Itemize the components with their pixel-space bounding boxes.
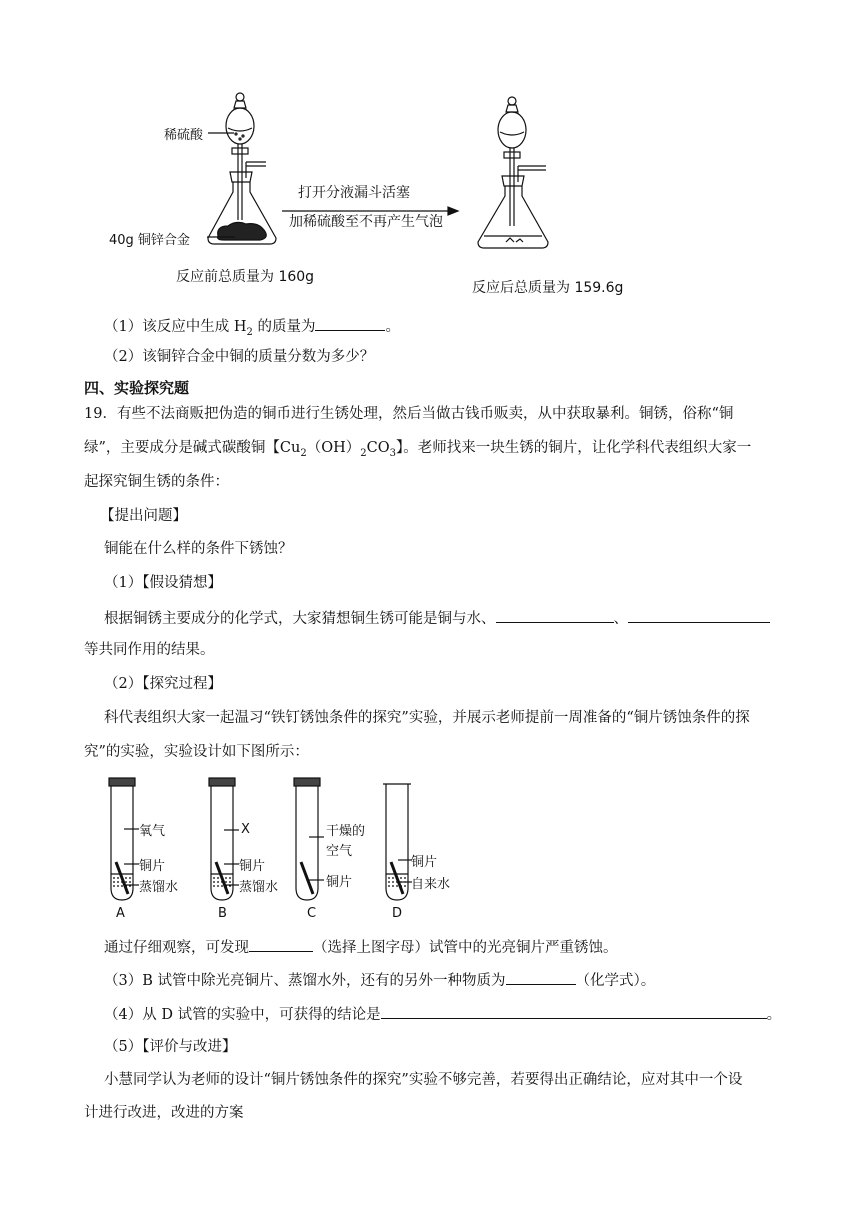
eval-title: （5）【评价与改进】 xyxy=(104,1039,237,1055)
answer-blank-observe[interactable] xyxy=(249,936,313,952)
q18-sub1 xyxy=(104,315,400,343)
proc-line2: 究”的实验，实验设计如下图所示： xyxy=(84,744,309,760)
observe-pre: 通过仔细观察，可发现 xyxy=(104,940,249,956)
tube-c-leader-1 xyxy=(309,836,329,840)
q19-line1: 19．有些不法商贩把伪造的铜币进行生锈处理，然后当做古钱币贩卖，从中获取暴利。铜锈，俗称“铜 xyxy=(84,406,734,422)
answer-blank-h2-mass[interactable] xyxy=(315,315,385,331)
flask-after-icon xyxy=(468,92,568,252)
tube-d-leader-1 xyxy=(398,859,418,863)
tube-a-leader-3 xyxy=(124,884,144,888)
q18-sub2: （2）该铜锌合金中铜的质量分数为多少？ xyxy=(104,349,375,365)
arrow-text-bottom: 加稀硫酸至不再产生气泡 xyxy=(289,214,443,230)
hyp-line2: 等共同作用的结果。 xyxy=(84,642,215,658)
tube-b-label-1: X xyxy=(241,822,250,837)
tube-a-label-2: 铜片 xyxy=(139,859,166,874)
tube-a-label-3: 蒸馏水 xyxy=(139,880,179,895)
caption-after: 反应后总质量为 159.6g xyxy=(472,280,624,296)
q18-sub1-subscript: 2 xyxy=(246,326,253,338)
tube-d-label-1: 铜片 xyxy=(411,855,438,870)
tube-b-label-2: 铜片 xyxy=(239,859,266,874)
tube-d-letter: D xyxy=(392,906,403,921)
observe-line xyxy=(104,936,618,958)
test-tube-d-icon xyxy=(383,778,413,904)
tube-d-label-2: 自来水 xyxy=(411,877,451,892)
tube-c-label-2: 铜片 xyxy=(326,875,353,890)
tube-b-leader-3 xyxy=(224,884,244,888)
q19-line2-s3: 3 xyxy=(389,447,397,459)
answer-blank-hyp-1[interactable] xyxy=(496,607,614,623)
proc-title: （2）【探究过程】 xyxy=(104,676,222,692)
q3-line xyxy=(104,969,655,991)
flask-before-icon xyxy=(200,88,300,248)
answer-blank-q4[interactable] xyxy=(381,1003,767,1019)
tube-b-letter: B xyxy=(218,906,227,921)
tube-b-leader-1 xyxy=(224,829,244,833)
q18-sub1-pre: （1）该反应中生成 H xyxy=(104,319,247,335)
hyp-sep: 、 xyxy=(613,611,628,627)
hyp-pre: 根据铜锈主要成分的化学式，大家猜想铜生锈可能是铜与水、 xyxy=(104,611,496,627)
proc-line1: 科代表组织大家一起温习“铁钉锈蚀条件的探究”实验，并展示老师提前一周准备的“铜片锈蚀条件的探 xyxy=(104,710,750,726)
tube-b-leader-2 xyxy=(224,863,244,867)
q3-post: （化学式）。 xyxy=(575,973,656,989)
q4-end: 。 xyxy=(766,1007,782,1023)
q3-pre: （3）B 试管中除光亮铜片、蒸馏水外，还有的另外一种物质为 xyxy=(104,973,506,989)
tube-c-label-1b: 空气 xyxy=(326,844,353,859)
q19-line2 xyxy=(84,438,751,464)
ask-title: 【提出问题】 xyxy=(100,508,187,524)
q19-line2-s1: 2 xyxy=(300,447,307,459)
q19-line2-pre: 绿”，主要成分是碱式碳酸铜【Cu xyxy=(84,440,301,456)
tube-a-leader-1 xyxy=(124,828,144,832)
section-title: 四、实验探究题 xyxy=(84,379,190,397)
hyp-title: （1）【假设猜想】 xyxy=(104,575,222,591)
tube-d-leader-2 xyxy=(398,881,418,885)
tube-c-leader-2 xyxy=(309,879,329,883)
hyp-line1 xyxy=(104,607,770,629)
observe-post: （选择上图字母）试管中的光亮铜片严重锈蚀。 xyxy=(313,940,618,956)
answer-blank-hyp-2[interactable] xyxy=(628,607,770,623)
label-alloy-leader xyxy=(207,236,237,240)
tube-a-label-1: 氧气 xyxy=(139,824,166,839)
label-acid: 稀硫酸 xyxy=(164,128,204,143)
label-alloy: 40g 铜锌合金 xyxy=(109,233,190,248)
q4-line xyxy=(104,1003,781,1025)
caption-before: 反应前总质量为 160g xyxy=(176,269,315,285)
q19-line2-post: 】。老师找来一块生锈的铜片，让化学科代表组织大家一 xyxy=(396,440,752,456)
eval-line2: 计进行改进，改进的方案 xyxy=(84,1105,244,1121)
tube-b-label-3: 蒸馏水 xyxy=(239,880,279,895)
ask-text: 铜能在什么样的条件下锈蚀？ xyxy=(104,541,293,557)
q19-line2-co: CO xyxy=(366,440,390,456)
q19-line2-s2: 2 xyxy=(360,447,367,459)
tube-a-leader-2 xyxy=(124,863,144,867)
tube-c-label-1a: 干燥的 xyxy=(326,824,366,839)
q19-line2-mid: （OH） xyxy=(306,440,361,456)
eval-line1: 小慧同学认为老师的设计“铜片锈蚀条件的探究”实验不够完善，若要得出正确结论，应对其中一个设 xyxy=(104,1072,743,1088)
answer-blank-q3[interactable] xyxy=(506,969,576,985)
arrow-text-top: 打开分液漏斗活塞 xyxy=(298,185,410,201)
label-acid-leader xyxy=(208,132,238,136)
q18-sub1-end: 。 xyxy=(385,319,400,335)
tube-c-letter: C xyxy=(307,906,317,921)
test-tube-c-icon xyxy=(293,778,327,904)
tube-a-letter: A xyxy=(116,906,125,921)
q4-pre: （4）从 D 试管的实验中，可获得的结论是 xyxy=(104,1007,381,1023)
q18-sub1-post: 的质量为 xyxy=(252,319,316,335)
q19-line3: 起探究铜生锈的条件： xyxy=(84,474,229,490)
